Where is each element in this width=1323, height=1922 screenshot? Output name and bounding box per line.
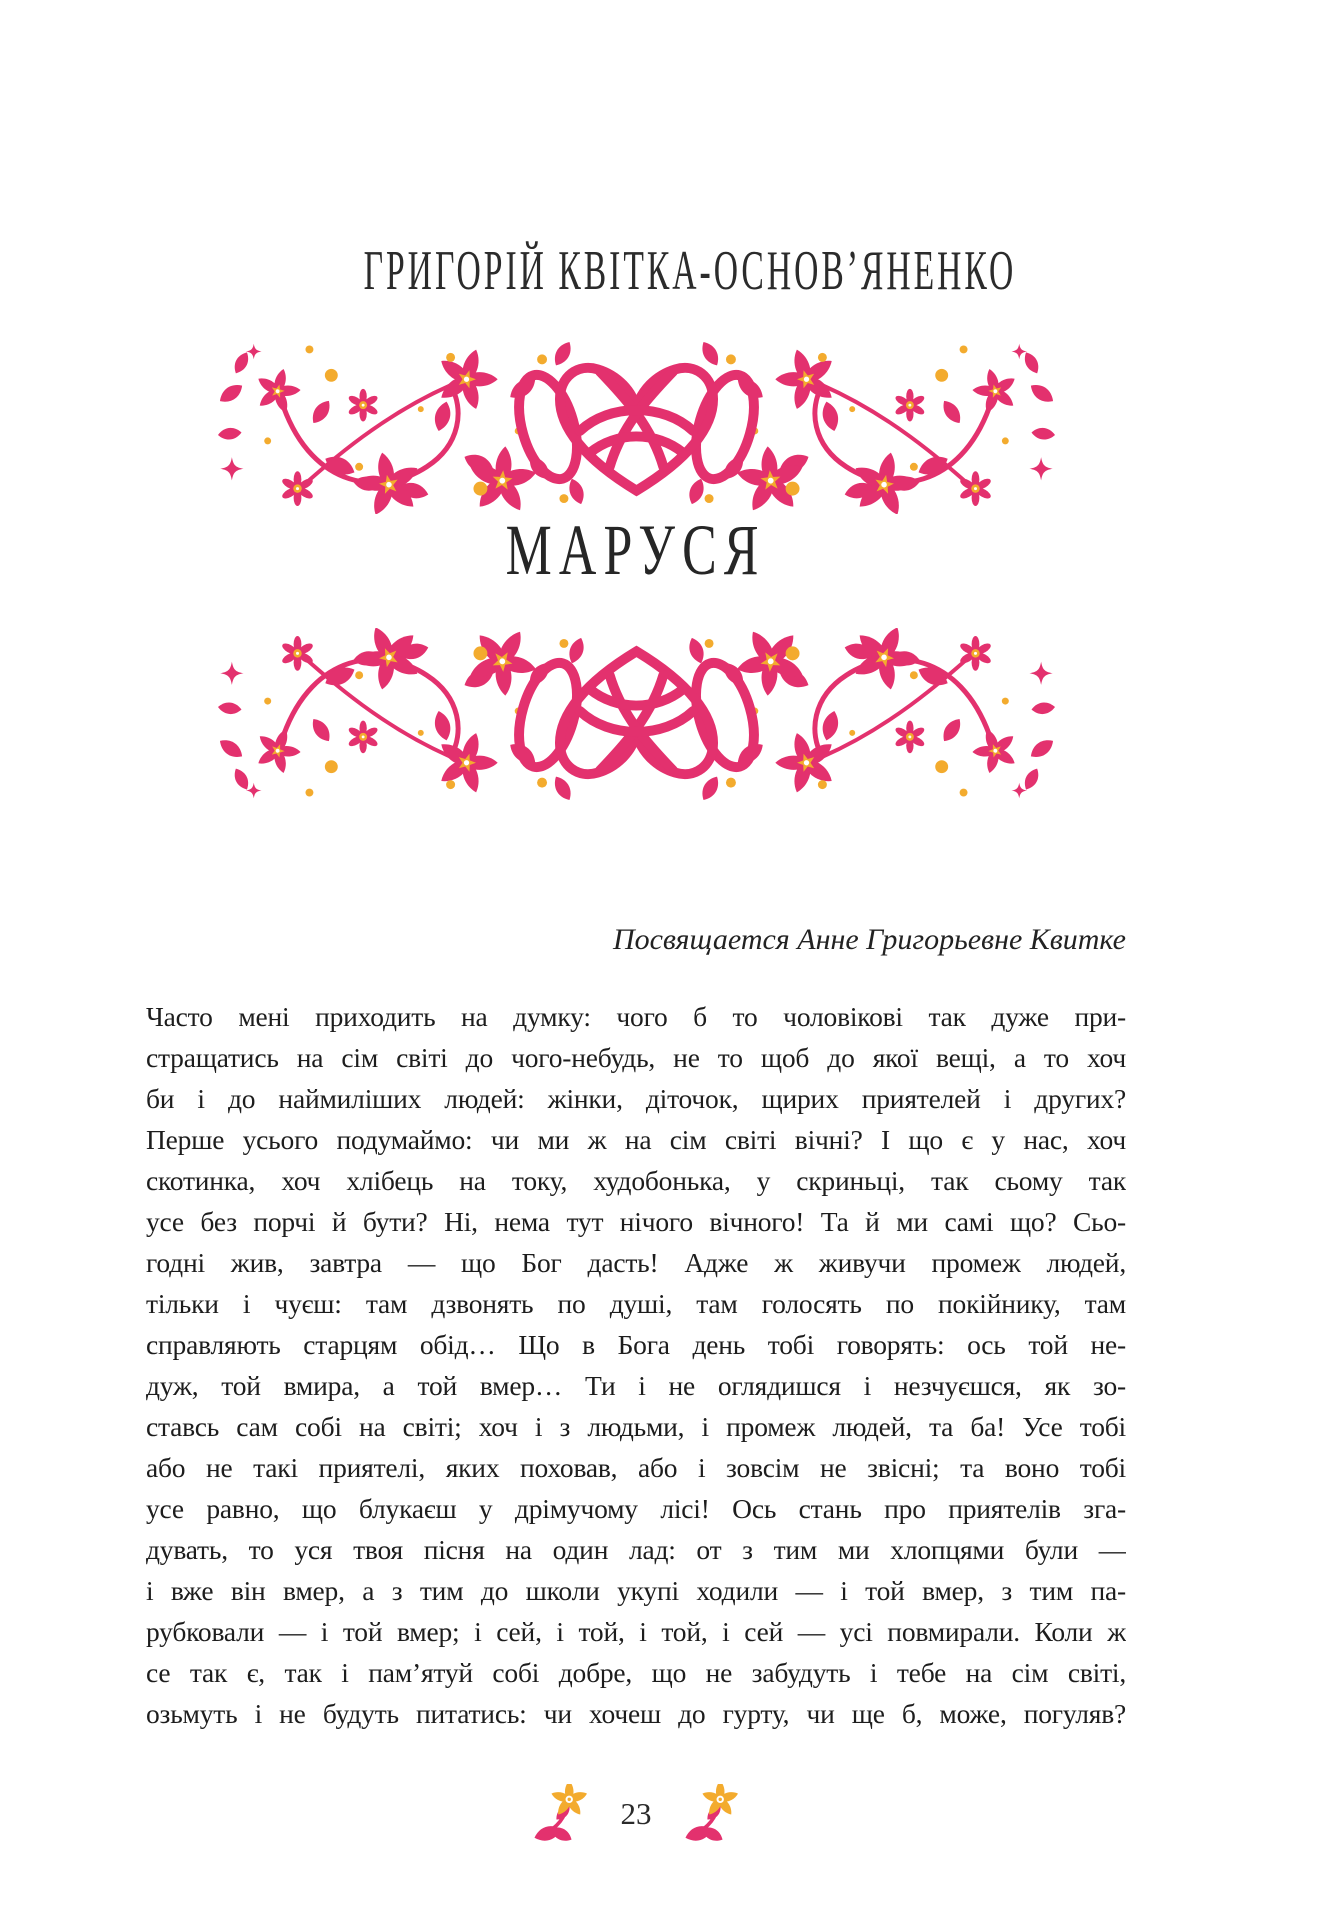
footer-flower-left-icon bbox=[529, 1784, 593, 1844]
body-line: скотинка, хоч хлібець на току, худобонька, у скриньці, так сьому так bbox=[146, 1165, 1126, 1196]
body-line: Перше усього подумаймо: чи ми ж на сім світі вічні? І що є у нас, хоч bbox=[146, 1124, 1126, 1155]
body-line: або не такі приятелі, яких поховав, або і зовсім не звісні; та воно тобі bbox=[146, 1452, 1126, 1483]
floral-heart-knot-band-icon bbox=[214, 339, 1059, 514]
body-line: ставсь сам собі на світі; хоч і з людьми, і промеж людей, та ба! Усе тобі bbox=[146, 1411, 1126, 1442]
page-number: 23 bbox=[620, 1796, 652, 1831]
body-line: рубковали — і той вмер; і сей, і той, і той, і сей — усі повмирали. Коли ж bbox=[146, 1616, 1126, 1647]
author-heading-text: ГРИГОРІЙ КВІТКА-ОСНОВ’ЯНЕНКО bbox=[363, 240, 1017, 302]
body-line: усе равно, що блукаєш у дрімучому лісі! Ось стань про приятелів зга- bbox=[146, 1493, 1126, 1524]
footer-flower-right-icon bbox=[680, 1784, 744, 1844]
body-line: озьмуть і не будуть питатись: чи хочеш до гурту, чи ще б, може, погуляв? bbox=[146, 1698, 1126, 1729]
body-line: годні жив, завтра — що Бог дасть! Адже ж живучи промеж людей, bbox=[146, 1247, 1126, 1278]
body-line: Часто мені приходить на думку: чого б то чоловікові так дуже при- bbox=[146, 1001, 1126, 1032]
body-line: усе без порчі й бути? Ні, нема тут нічого вічного! Та й ми самі що? Сьо- bbox=[146, 1206, 1126, 1237]
body-paragraph bbox=[146, 996, 1126, 1734]
floral-heart-knot-band-mirrored-icon bbox=[214, 628, 1059, 803]
body-line: се так є, так і пам’ятуй собі добре, що не забудуть і тебе на сім світі, bbox=[146, 1657, 1126, 1688]
body-line: би і до наймиліших людей: жінки, діточок, щирих приятелей і других? bbox=[146, 1083, 1126, 1114]
author-heading bbox=[146, 240, 1126, 313]
body-line: дуж, той вмира, а той вмер… Ти і не оглядишся і незчуєшся, як зо- bbox=[146, 1370, 1126, 1401]
dedication-text: Посвящается Анне Григорьевне Квитке bbox=[612, 923, 1126, 956]
body-line: і вже він вмер, а з тим до школи укупі ходили — і той вмер, з тим па- bbox=[146, 1575, 1126, 1606]
body-line: тільки і чуєш: там дзвонять по душі, там голосять по покійнику, там bbox=[146, 1288, 1126, 1319]
body-line: дувать, то уся твоя пісня на один лад: от з тим ми хлопцями були — bbox=[146, 1534, 1126, 1565]
page-title-text: МАРУСЯ bbox=[505, 510, 767, 590]
body-line: стращатись на сім світі до чого-небудь, не то щоб до якої вещі, а то хоч bbox=[146, 1042, 1126, 1073]
page-title bbox=[146, 510, 1126, 610]
page-footer bbox=[146, 1784, 1126, 1844]
text-column bbox=[146, 240, 1126, 1844]
body-line: справляють старцям обід… Що в Бога день тобі говорять: ось той не- bbox=[146, 1329, 1126, 1360]
